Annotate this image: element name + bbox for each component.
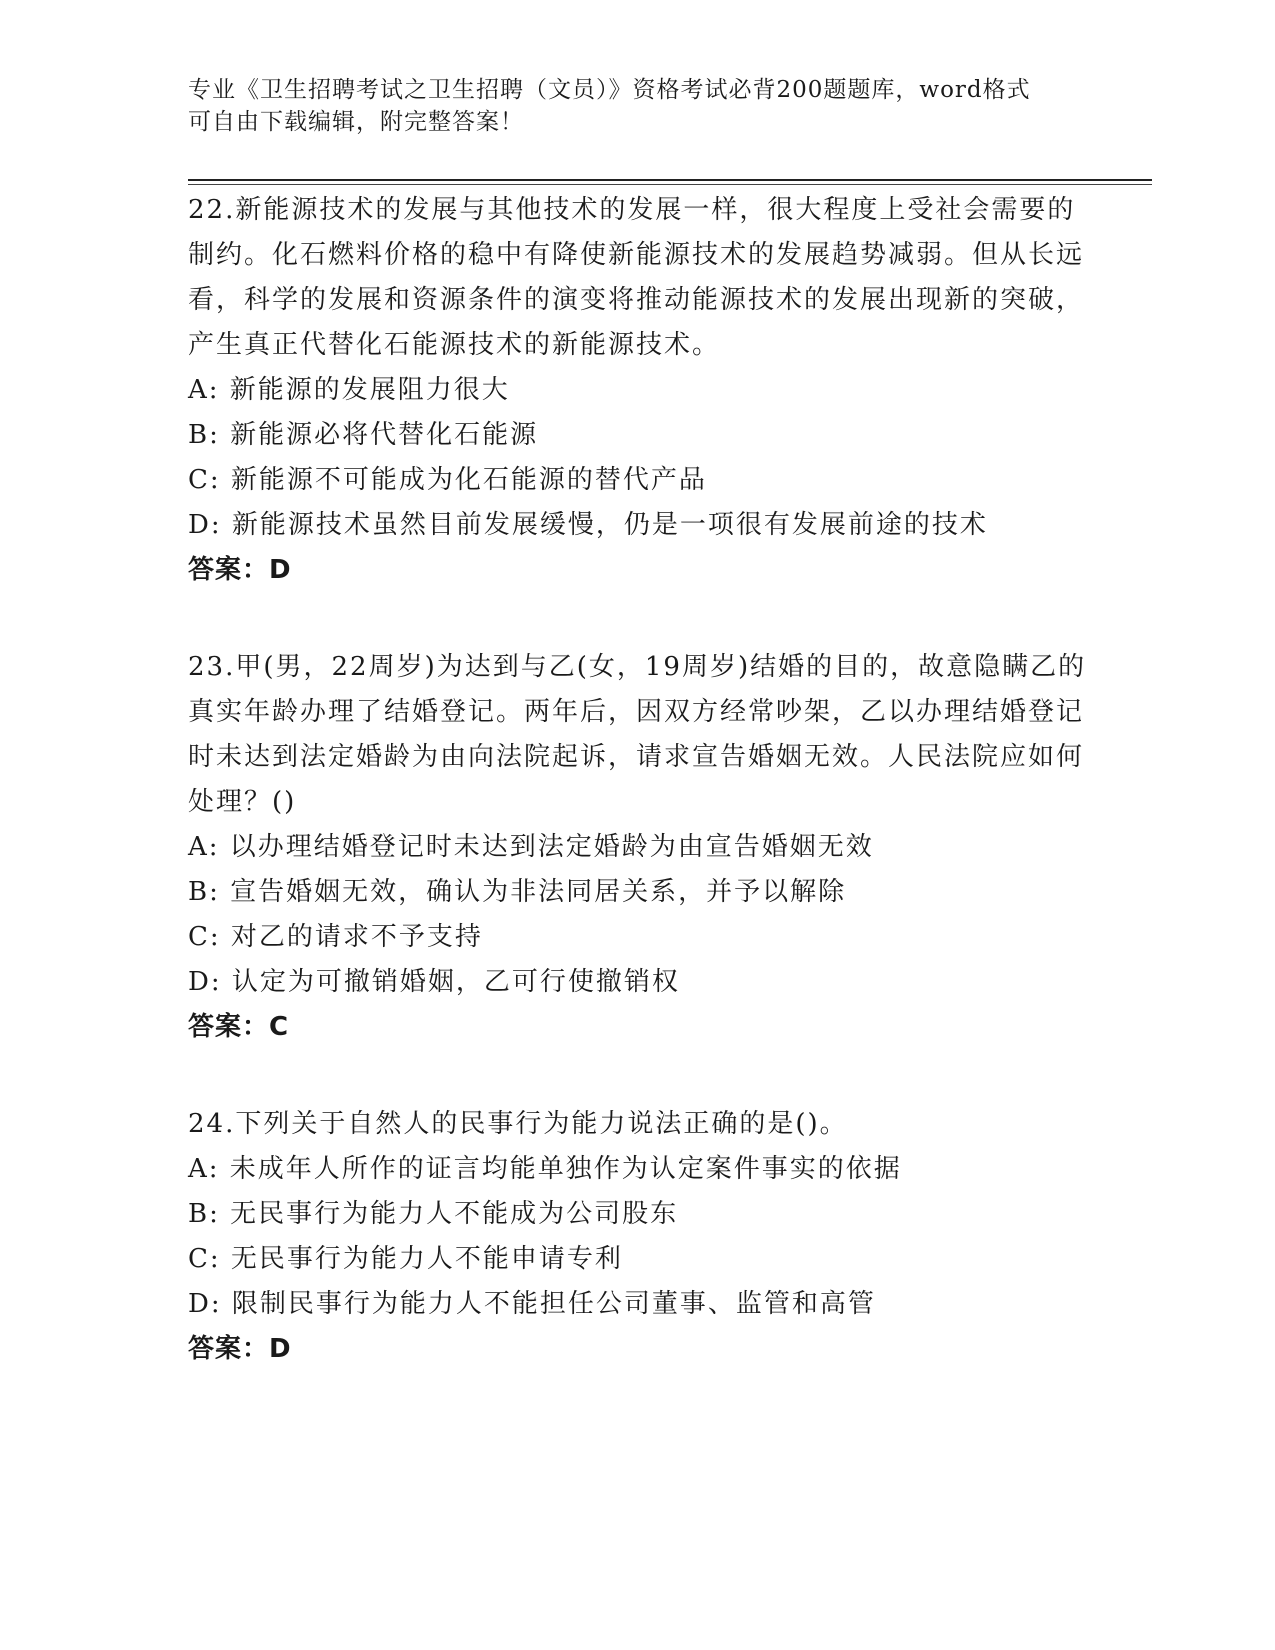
- document-header: [188, 74, 1088, 138]
- question-24: [188, 1102, 1088, 1372]
- answer-label: 答案：D: [188, 1334, 292, 1364]
- header-divider-thin: [188, 184, 1152, 185]
- header-line-1: 专业《卫生招聘考试之卫生招聘（文员）》资格考试必背200题题库，word格式: [188, 77, 1031, 103]
- header-line-2: 可自由下载编辑，附完整答案！: [188, 109, 524, 135]
- option-b: B: 无民事行为能力人不能成为公司股东: [188, 1199, 679, 1229]
- question-stem: 23.甲(男，22周岁)为达到与乙(女，19周岁)结婚的目的，故意隐瞒乙的真实年龄办理了结婚登记。两年后，因双方经常吵架，乙以办理结婚登记时未达到法定婚龄为由向法院起诉，请求宣告婚姻无效。人民法院应如何处理？(): [188, 652, 1087, 817]
- question-stem: 24.下列关于自然人的民事行为能力说法正确的是()。: [188, 1109, 848, 1139]
- option-c: C: 对乙的请求不予支持: [188, 922, 483, 952]
- option-b: B: 新能源必将代替化石能源: [188, 420, 539, 450]
- option-d: D: 新能源技术虽然目前发展缓慢，仍是一项很有发展前途的技术: [188, 510, 988, 540]
- option-a: A: 以办理结婚登记时未达到法定婚龄为由宣告婚姻无效: [188, 832, 874, 862]
- option-b: B: 宣告婚姻无效，确认为非法同居关系，并予以解除: [188, 877, 847, 907]
- answer-label: 答案：C: [188, 1012, 290, 1042]
- option-d: D: 限制民事行为能力人不能担任公司董事、监管和高管: [188, 1289, 876, 1319]
- question-stem: 22.新能源技术的发展与其他技术的发展一样，很大程度上受社会需要的制约。化石燃料价格的稳中有降使新能源技术的发展趋势减弱。但从长远看，科学的发展和资源条件的演变将推动能源技术的发展出现新的突破，产生真正代替化石能源技术的新能源技术。: [188, 195, 1085, 360]
- option-d: D: 认定为可撤销婚姻，乙可行使撤销权: [188, 967, 680, 997]
- option-c: C: 新能源不可能成为化石能源的替代产品: [188, 465, 707, 495]
- header-divider-thick: [188, 179, 1152, 181]
- option-a: A: 未成年人所作的证言均能单独作为认定案件事实的依据: [188, 1154, 902, 1184]
- question-23: [188, 645, 1088, 1050]
- option-a: A: 新能源的发展阻力很大: [188, 375, 510, 405]
- answer-label: 答案：D: [188, 555, 292, 585]
- question-22: [188, 188, 1088, 593]
- option-c: C: 无民事行为能力人不能申请专利: [188, 1244, 623, 1274]
